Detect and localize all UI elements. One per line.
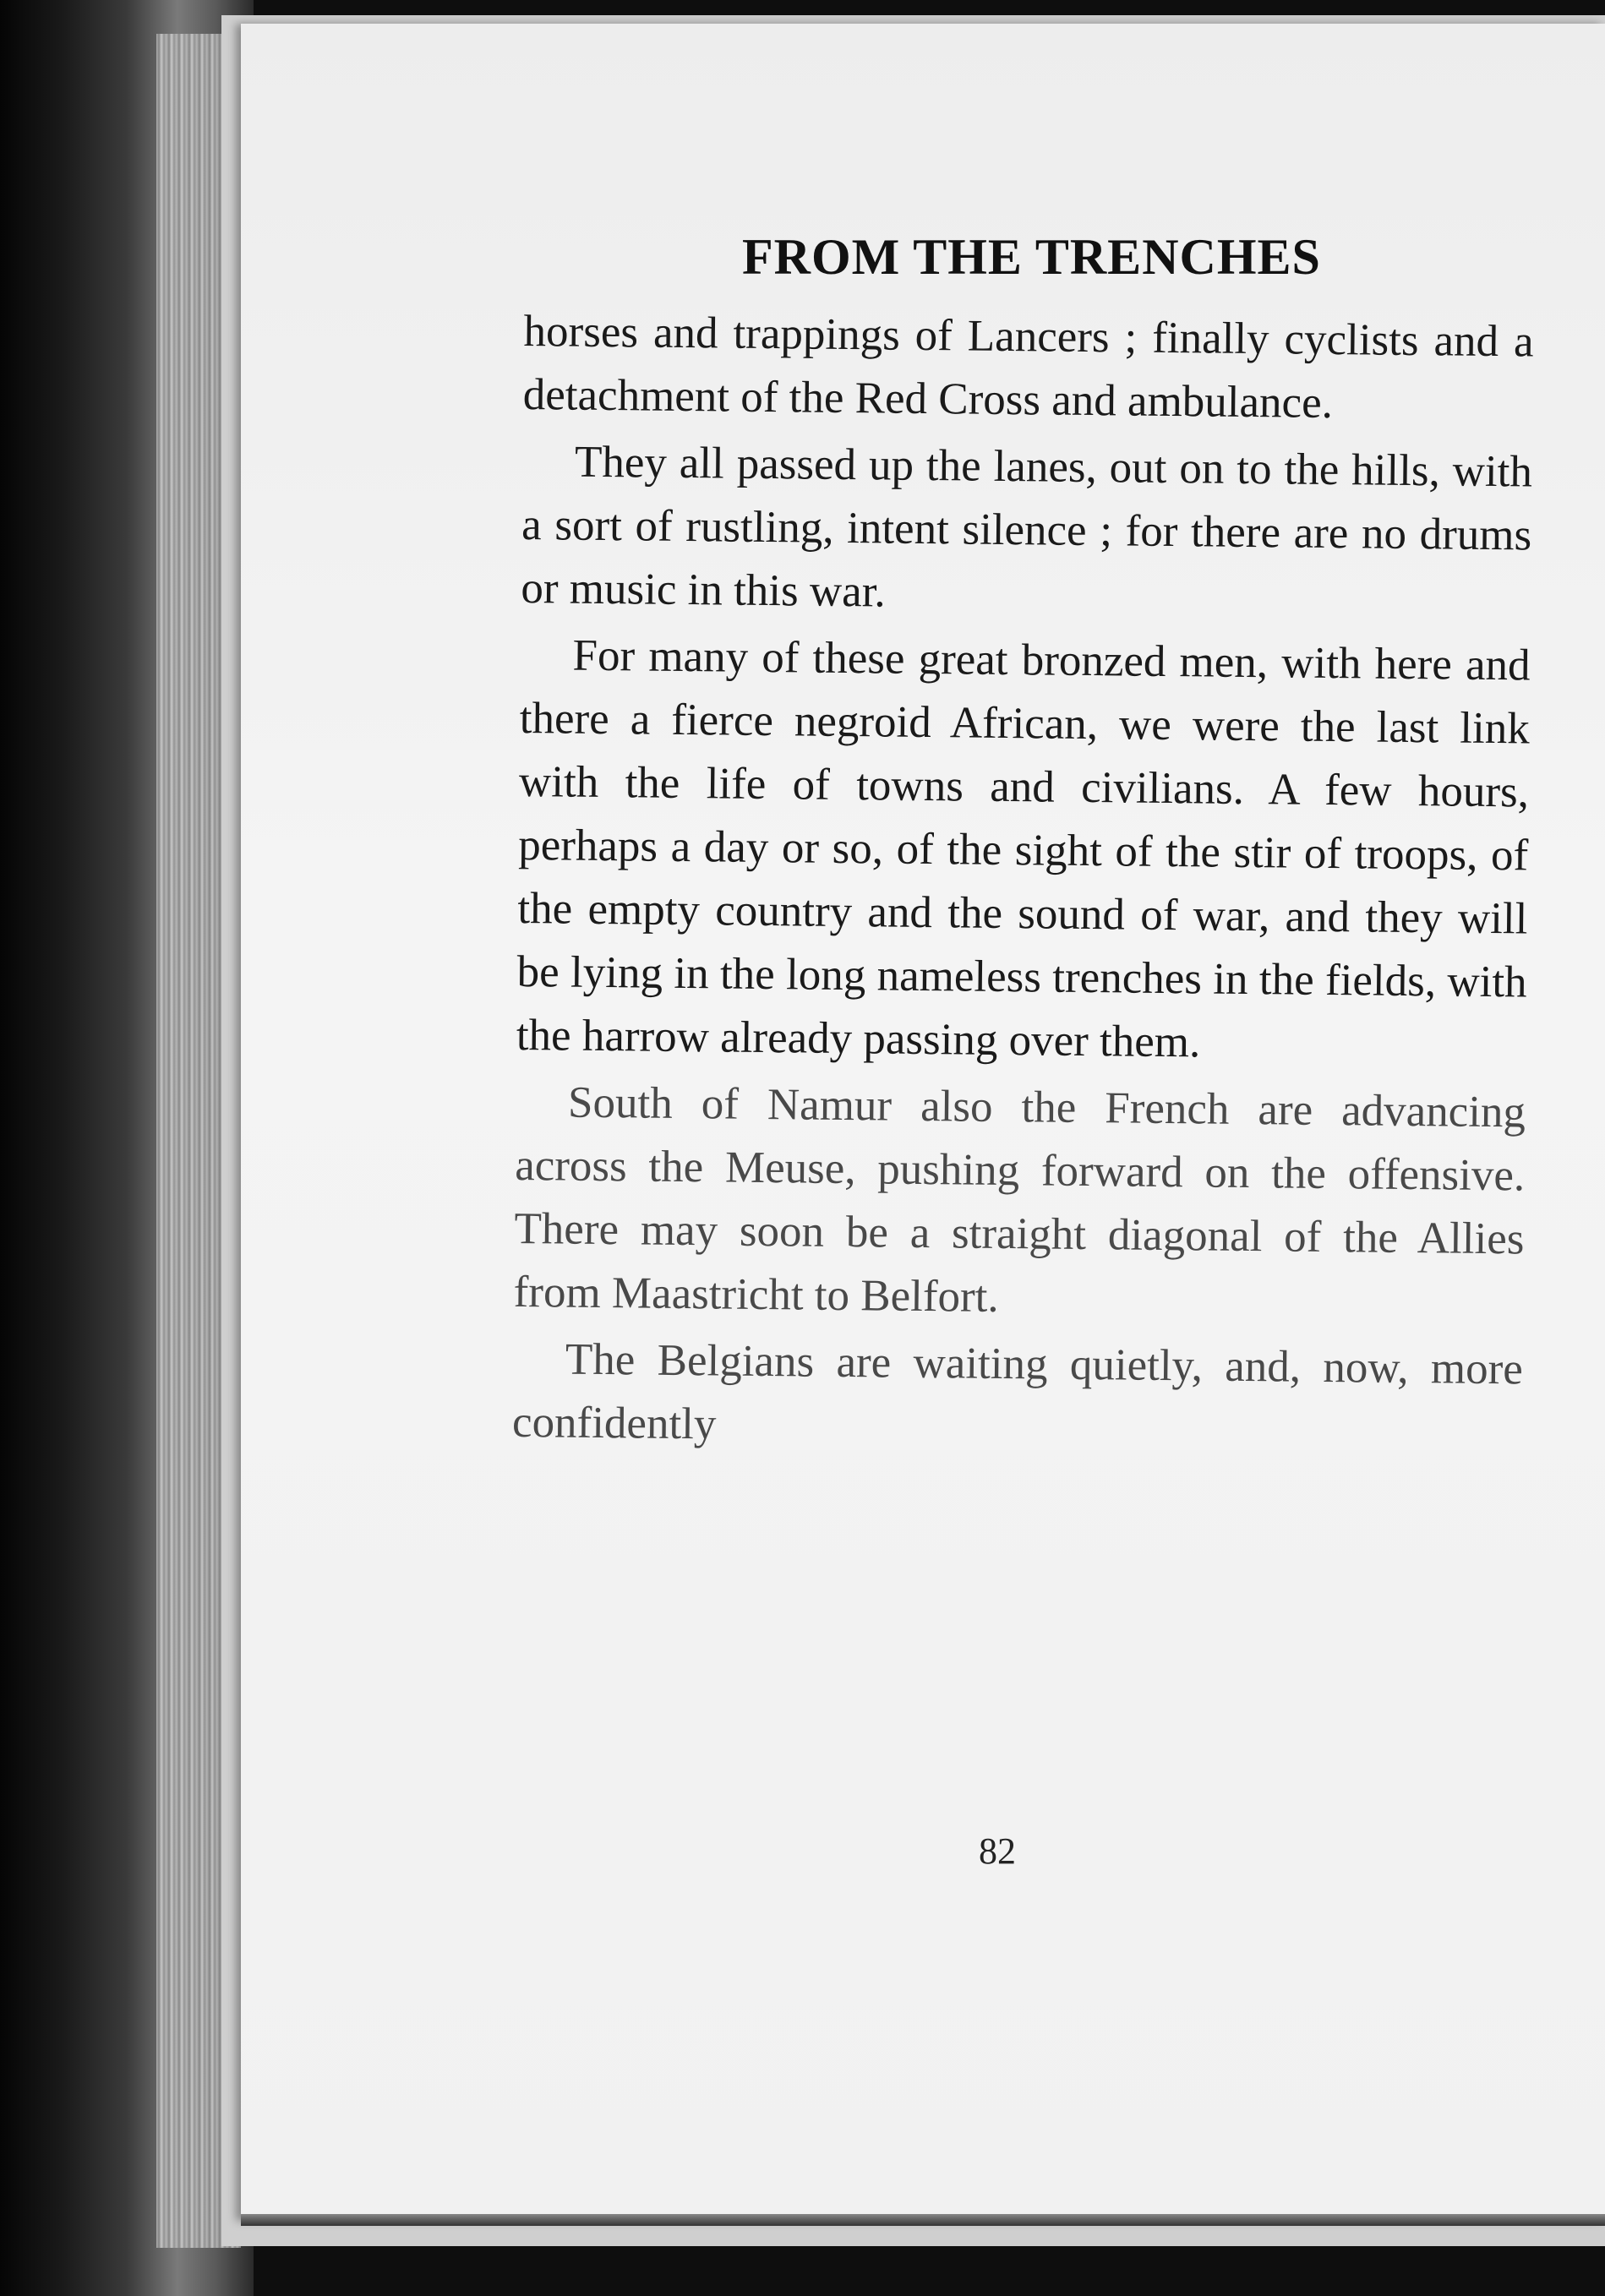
paragraph: horses and trappings of Lancers ; finally cyclists and a detachment of the Red Cross and ambulance. — [522, 306, 1534, 428]
page-bottom-edge — [241, 2214, 1605, 2226]
paragraph: The Belgians are waiting quietly, and, now, more confidently — [511, 1334, 1524, 1449]
paragraph: South of Namur also the French are advancing across the Meuse, pushing forward on the offensive. There may soon be a straight diagonal of the Allies from Maastricht to Belfort. — [513, 1077, 1526, 1322]
running-head: FROM THE TRENCHES — [742, 229, 1321, 285]
page-number: 82 — [979, 1830, 1016, 1872]
paragraph: For many of these great bronzed men, with here and there a fierce negroid African, we were the last link with the life of towns and civilians. A few hours, perhaps a day or so, of the sight of the stir of troops, of the empty country and the sound of war, and they will be lying in the long nameless trenches in the fields, with the harrow already passing over them. — [516, 630, 1531, 1067]
body-text — [512, 300, 1534, 1464]
paragraph: They all passed up the lanes, out on to the hills, with a sort of rustling, intent silence ; for there are no drums or music in this war. — [521, 437, 1533, 617]
